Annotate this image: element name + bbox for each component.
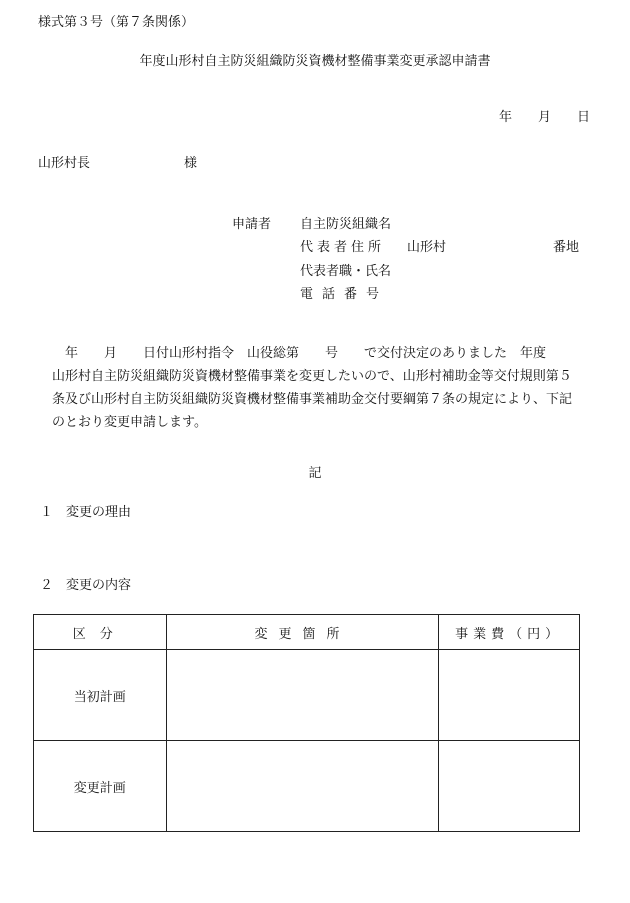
ki-heading: 記 bbox=[308, 466, 322, 481]
cell-cost-changed[interactable] bbox=[439, 741, 580, 832]
applicant-label: 申請者 bbox=[232, 217, 272, 232]
cell-cost-initial[interactable] bbox=[439, 650, 580, 741]
body-line: のとおり変更申請します。 bbox=[52, 415, 207, 430]
address-suffix: 番地 bbox=[553, 240, 580, 255]
addressee bbox=[38, 156, 197, 172]
org-name-label: 自主防災組織名 bbox=[300, 217, 392, 232]
table-row bbox=[34, 650, 580, 741]
section-content: ２ 変更の内容 bbox=[40, 578, 132, 593]
addressee-name: 山形村長 bbox=[38, 156, 91, 171]
document-title: 年度山形村自主防災組織防災資機材整備事業変更承認申請書 bbox=[139, 54, 491, 69]
body-line: 年 月 日付山形村指令 山役総第 号 で交付決定のありました 年度 bbox=[52, 346, 547, 361]
phone-label: 電話番号 bbox=[300, 287, 389, 302]
cell-location-changed[interactable] bbox=[166, 741, 439, 832]
change-table bbox=[33, 614, 580, 832]
cell-location-initial[interactable] bbox=[166, 650, 439, 741]
header-category: 区分 bbox=[34, 615, 167, 650]
date-month: 月 bbox=[537, 110, 551, 125]
body-paragraph bbox=[52, 342, 592, 434]
header-location: 変更箇所 bbox=[166, 615, 439, 650]
header-cost: 事業費（円） bbox=[439, 615, 580, 650]
form-number: 様式第３号（第７条関係） bbox=[38, 15, 195, 30]
date-line bbox=[499, 110, 590, 126]
row-label-initial: 当初計画 bbox=[34, 650, 167, 741]
address-value: 山形村 bbox=[407, 240, 447, 255]
table-row bbox=[34, 741, 580, 832]
address-label: 代表者住所 bbox=[300, 240, 386, 255]
table-header-row bbox=[34, 615, 580, 650]
body-line: 条及び山形村自主防災組織防災資機材整備事業補助金交付要綱第７条の規定により、下記 bbox=[52, 392, 573, 407]
section-reason: １ 変更の理由 bbox=[40, 505, 132, 520]
date-day: 日 bbox=[576, 110, 590, 125]
row-label-changed: 変更計画 bbox=[34, 741, 167, 832]
body-line: 山形村自主防災組織防災資機材整備事業を変更したいので、山形村補助金等交付規則第５ bbox=[52, 369, 572, 384]
addressee-honorific: 様 bbox=[184, 156, 198, 171]
date-year: 年 bbox=[498, 110, 512, 125]
representative-label: 代表者職・氏名 bbox=[300, 264, 392, 279]
